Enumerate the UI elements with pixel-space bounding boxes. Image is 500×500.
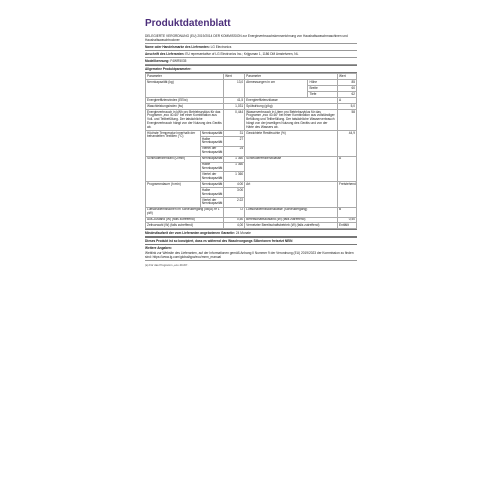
address-line (145, 51, 357, 58)
address-value: EU representative of LG Electronics Inc.; Krijgsman 1, 1186 DM Amstelveen, NL (185, 52, 299, 56)
col-param-header: Parameter (146, 74, 224, 80)
table-row: Viertel der Nennkapazität 2:22 (201, 197, 244, 206)
guarantee-label: Mindestlaufzeit der vom Lieferanten angebotenen Garantie: (145, 231, 235, 236)
col-value-header-2: Wert (337, 74, 356, 80)
product-datasheet (145, 18, 357, 267)
table-row: Tiefe 62 (309, 91, 355, 96)
table-row: Halbe Nennkapazität 1 360 (201, 162, 244, 170)
table-row: Viertel der Nennkapazität 1 360 (201, 171, 244, 180)
supplier-value: LG Electronics (210, 45, 232, 49)
supplier-label: Name oder Handelsmarke des Lieferanten: (145, 45, 210, 49)
table-row: Schleuderdrehzahl (U/min) Nennkapazität 1 360 Schleudereffizienzklasse A (146, 156, 357, 162)
table-row: Höchste Temperatur innerhalb der behandelten Textilien (°C) Nennkapazität 31 Gewichtete Restfeuchte (%) 44,9 (146, 131, 357, 137)
supplier-line (145, 44, 357, 51)
footnote: (a) Für das Programm „eco 40-60“. (145, 263, 189, 268)
table-row: Halbe Nennkapazität 3:00 (201, 187, 244, 196)
table-row: Zeitvorwahl (W) (falls zutreffend) 4,00 Vernetzter Bereitschaftsbetrieb (W) (falls zutreffend) Entfällt (146, 223, 357, 229)
table-row: Breite 60 (309, 85, 355, 90)
table-row: Aus-Zustand (W) (falls zutreffend) 0,50 Bereitschaftszustand (W) (falls zutreffend) 0,50 (147, 217, 355, 222)
col-value-header: Wert (224, 74, 245, 80)
page-title: Produktdatenblatt (145, 18, 231, 29)
address-label: Anschrift des Lieferanten: (145, 52, 185, 56)
silver-ion-label: Dieses Produkt ist so konzipiert, dass es während des Waschvorgangs Silberionen freisetzt (145, 239, 284, 244)
regulation-text: DELEGIERTE VERORDNUNG (EU) 2019/2014 DER KOMMISSION zur Energieverbrauchskennzeichnung von Haushaltswaschmaschinen und Haushaltswaschtrockner (145, 33, 357, 44)
table-row: Energieeffizienzindex (EEIw) 41,5 Energieeffizienzklasse A (146, 97, 357, 103)
more-info-text: Weblink zur Website des Lieferanten, auf der Informationen gemäß Anhang II Nummer 9 der Verordnung (EU) 2019/2023 der Kommission zu finden sind: https://www.lg.com/global/qpa/eco/mmn_manual (145, 250, 357, 261)
table-row: Nennkapazität (kg) 13,0 Abmessungen in cm Höhe 85 (146, 79, 357, 85)
silver-ion-line (145, 237, 357, 245)
model-value: F4WR5035 (170, 59, 187, 63)
col-param-header-2: Parameter (245, 74, 338, 80)
model-label: Modellkennung: (145, 59, 170, 63)
table-row: Halbe Nennkapazität 27 (201, 136, 244, 145)
guarantee-value: 24 Monate (235, 231, 251, 236)
table-row: Waschleistungsindex (Iw) 1,031 Spülwirkung (g/kg) 5,0 (147, 103, 355, 108)
table-row: Programmdauer (h:min) Nennkapazität 4:00 Art Freistehend (146, 182, 357, 188)
model-line (145, 58, 357, 65)
params-table (145, 73, 357, 229)
guarantee-line (145, 229, 357, 237)
more-info-heading: Weitere Angaben: (145, 246, 172, 251)
table-row: Luftschallemissionen im Schleudergang (dB(A) re 1 pW) 72 Luftschallemissionsklasse (Schleudergang) B (146, 207, 357, 217)
table-row: Viertel der Nennkapazität 24 (201, 146, 244, 155)
table-row: Energieverbrauch in kWh pro Betriebszyklus für das Programm „eco 40-60“ bei einer Kombination aus Voll- und Teilbefüllung. Der tatsächliche Energieverbrauch hängt von der Nutzung des Geräts ab. 0,444 Wasserverbrauch in Litern pro Betriebszyklus für das Programm „eco 40-60“ bei einer Kombination aus vollständiger Befüllung und Teilbefüllung. Der tatsächliche Wasserverbrauch hängt von der jeweiligen Nutzung des Geräts und von der Härte des Wassers ab. 58 (147, 109, 355, 129)
silver-ion-value: NEIN (284, 239, 293, 244)
general-params-heading: Allgemeine Produktparameter: (145, 65, 357, 73)
